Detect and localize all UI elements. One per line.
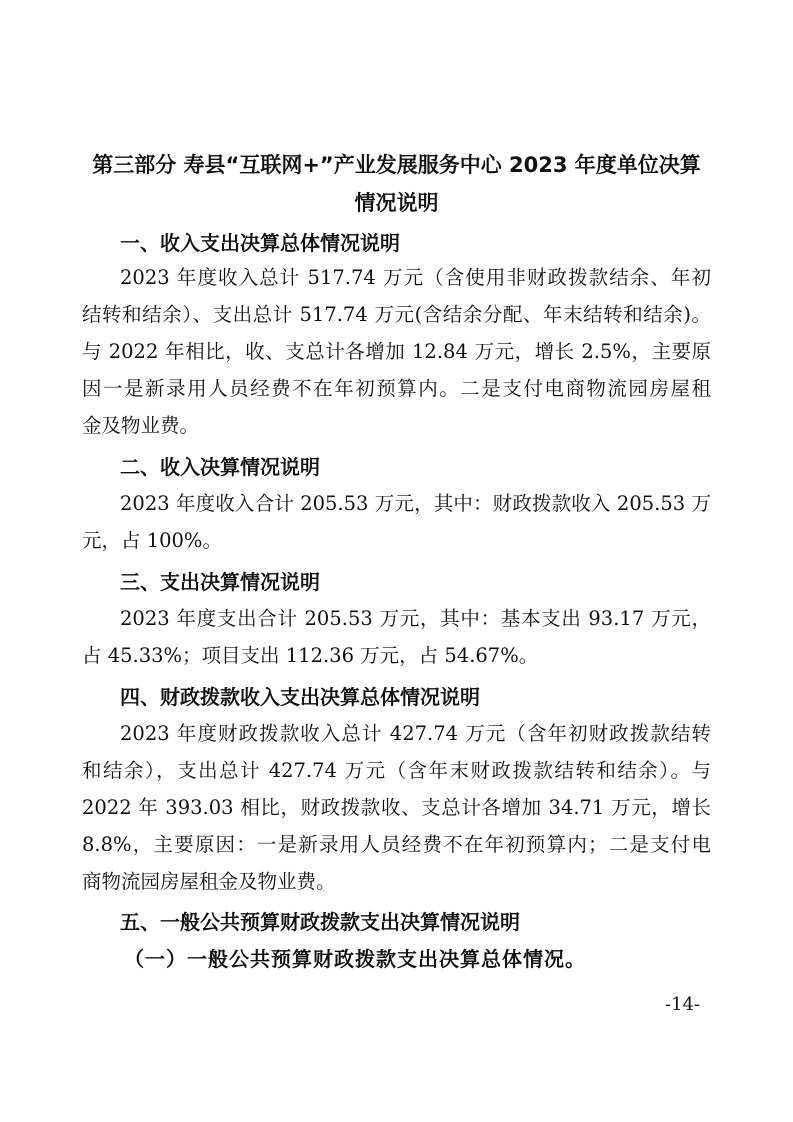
paragraph-line: 8.8%，主要原因：一是新录用人员经费不在年初预算内；二是支付电 xyxy=(82,833,711,856)
paragraph-line: 2023 年度收入总计 517.74 万元（含使用非财政拨款结余、年初 xyxy=(120,266,711,289)
paragraph-line: 元，占 100%。 xyxy=(82,529,222,552)
paragraph-line: 商物流园房屋租金及物业费。 xyxy=(82,870,336,893)
paragraph-line: 结转和结余）、支出总计 517.74 万元(含结余分配、年末结转和结余)。 xyxy=(82,303,711,326)
document-title-line2: 情况说明 xyxy=(354,191,439,215)
paragraph-line: 与 2022 年相比，收、支总计各增加 12.84 万元，增长 2.5%，主要原 xyxy=(82,340,711,363)
paragraph-line: 和结余），支出总计 427.74 万元（含年末财政拨款结转和结余）。与 xyxy=(82,759,711,782)
paragraph-line: 金及物业费。 xyxy=(82,414,200,437)
paragraph-line: 2022 年 393.03 相比，财政拨款收、支总计各增加 34.71 万元，增长 xyxy=(82,796,711,819)
paragraph-line: 2023 年度收入合计 205.53 万元，其中：财政拨款收入 205.53 万 xyxy=(120,492,711,515)
page-number: -14- xyxy=(665,994,701,1015)
section-heading-2: 二、收入决算情况说明 xyxy=(120,455,320,479)
paragraph-line: 2023 年度财政拨款收入总计 427.74 万元（含年初财政拨款结转 xyxy=(120,722,711,745)
section-heading-3: 三、支出决算情况说明 xyxy=(120,570,320,594)
section-heading-5: 五、一般公共预算财政拨款支出决算情况说明 xyxy=(120,910,520,934)
paragraph-line: 2023 年度支出合计 205.53 万元，其中：基本支出 93.17 万元， xyxy=(120,607,711,630)
document-title: 第三部分 寿县“互联网+”产业发展服务中心 2023 年度单位决算 xyxy=(92,153,701,177)
subsection-heading: （一）一般公共预算财政拨款支出决算总体情况。 xyxy=(124,947,586,971)
paragraph-line: 占 45.33%；项目支出 112.36 万元，占 54.67%。 xyxy=(82,644,539,667)
section-heading-4: 四、财政拨款收入支出决算总体情况说明 xyxy=(120,685,480,709)
paragraph-line: 因一是新录用人员经费不在年初预算内。二是支付电商物流园房屋租 xyxy=(82,377,711,400)
section-heading-1: 一、收入支出决算总体情况说明 xyxy=(120,231,400,255)
